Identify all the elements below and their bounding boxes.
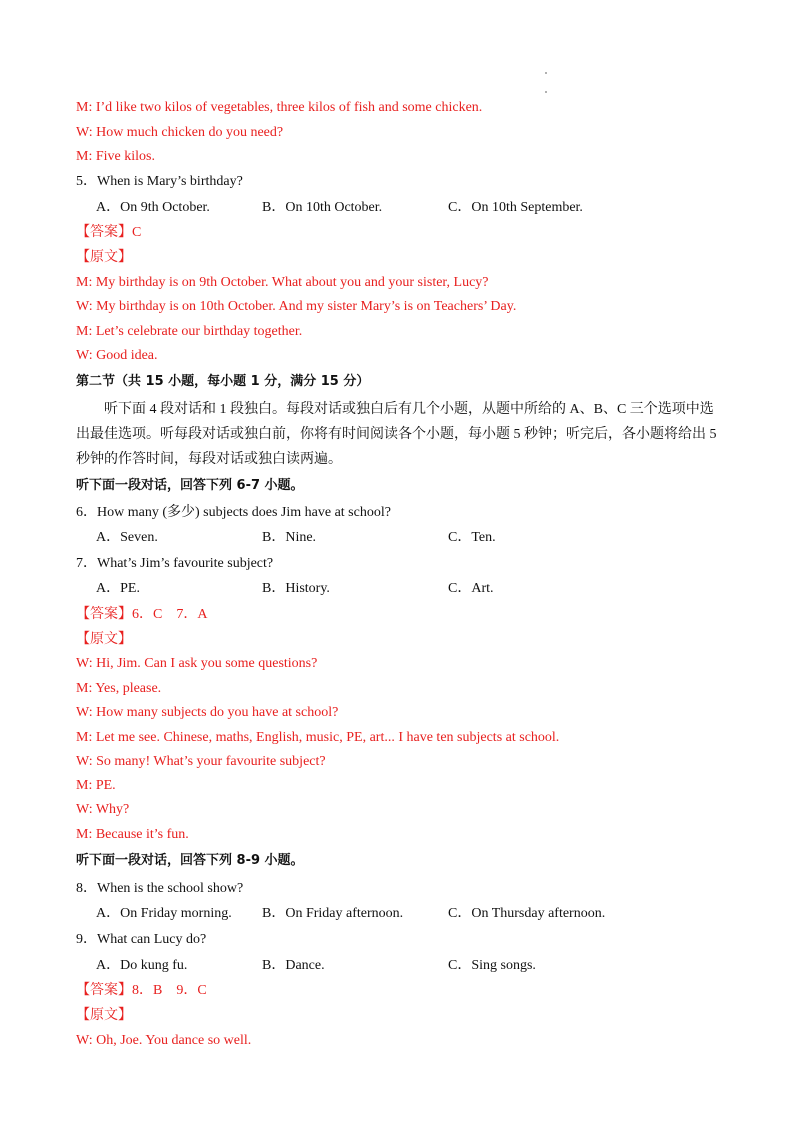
- answer-label: 【答案】8．B 9．C: [76, 983, 207, 998]
- decorative-dot: [545, 72, 547, 74]
- option-a: A．Do kung fu.: [96, 958, 188, 973]
- transcript-line: W: How much chicken do you need?: [76, 125, 284, 140]
- option-b: B．On 10th October.: [262, 200, 383, 215]
- answer-label: 【答案】6．C 7．A: [76, 607, 208, 622]
- transcript-label: 【原文】: [76, 632, 132, 647]
- transcript-line: M: My birthday is on 9th October. What about you and your sister, Lucy?: [76, 275, 489, 290]
- transcript-line: M: PE.: [76, 778, 116, 793]
- option-c: C．Art.: [448, 581, 494, 596]
- option-c: C．Sing songs.: [448, 958, 536, 973]
- question-5: 5．When is Mary’s birthday?: [76, 174, 243, 189]
- transcript-line: M: Five kilos.: [76, 149, 155, 164]
- option-a: A．PE.: [96, 581, 140, 596]
- question-6: 6．How many (多少) subjects does Jim have at school?: [76, 505, 391, 520]
- transcript-line: M: Let’s celebrate our birthday together.: [76, 324, 303, 339]
- transcript-line: W: Hi, Jim. Can I ask you some questions?: [76, 656, 318, 671]
- transcript-line: W: Why?: [76, 802, 130, 817]
- option-b: B．On Friday afternoon.: [262, 906, 404, 921]
- transcript-line: W: My birthday is on 10th October. And my sister Mary’s is on Teachers’ Day.: [76, 299, 517, 314]
- option-a: A．On Friday morning.: [96, 906, 232, 921]
- transcript-line: M: Because it’s fun.: [76, 827, 189, 842]
- transcript-line: W: How many subjects do you have at school?: [76, 705, 339, 720]
- group-heading: 听下面一段对话，回答下列 8-9 小题。: [76, 853, 304, 868]
- option-b: B．Dance.: [262, 958, 325, 973]
- transcript-line: M: Let me see. Chinese, maths, English, music, PE, art... I have ten subjects at school.: [76, 730, 560, 745]
- question-9: 9．What can Lucy do?: [76, 932, 207, 947]
- section-instructions: 听下面 4 段对话和 1 段独白。每段对话或独白后有几个小题，从题中所给的 A、B、C 三个选项中选出最佳选项。听每段对话或独白前，你将有时间阅读各个小题，每小题 5 秒钟；听完后，各小题将给出 5 秒钟的作答时间，每段对话或独白读两遍。: [76, 402, 717, 467]
- question-8: 8．When is the school show?: [76, 881, 244, 896]
- transcript-line: W: Good idea.: [76, 348, 158, 363]
- transcript-line: W: So many! What’s your favourite subject?: [76, 754, 326, 769]
- option-b: B．History.: [262, 581, 330, 596]
- transcript-label: 【原文】: [76, 250, 132, 265]
- section-heading: 第二节（共 15 小题，每小题 1 分，满分 15 分）: [76, 374, 370, 389]
- transcript-line: M: I’d like two kilos of vegetables, three kilos of fish and some chicken.: [76, 100, 483, 115]
- option-c: C．Ten.: [448, 530, 496, 545]
- transcript-line: M: Yes, please.: [76, 681, 162, 696]
- option-a: A．On 9th October.: [96, 200, 210, 215]
- option-a: A．Seven.: [96, 530, 158, 545]
- option-c: C．On Thursday afternoon.: [448, 906, 606, 921]
- transcript-label: 【原文】: [76, 1008, 132, 1023]
- decorative-dot: [545, 91, 547, 93]
- group-heading: 听下面一段对话，回答下列 6-7 小题。: [76, 478, 304, 493]
- question-7: 7．What’s Jim’s favourite subject?: [76, 556, 274, 571]
- transcript-line: W: Oh, Joe. You dance so well.: [76, 1033, 252, 1048]
- option-c: C．On 10th September.: [448, 200, 583, 215]
- option-b: B．Nine.: [262, 530, 317, 545]
- answer-label: 【答案】C: [76, 225, 142, 240]
